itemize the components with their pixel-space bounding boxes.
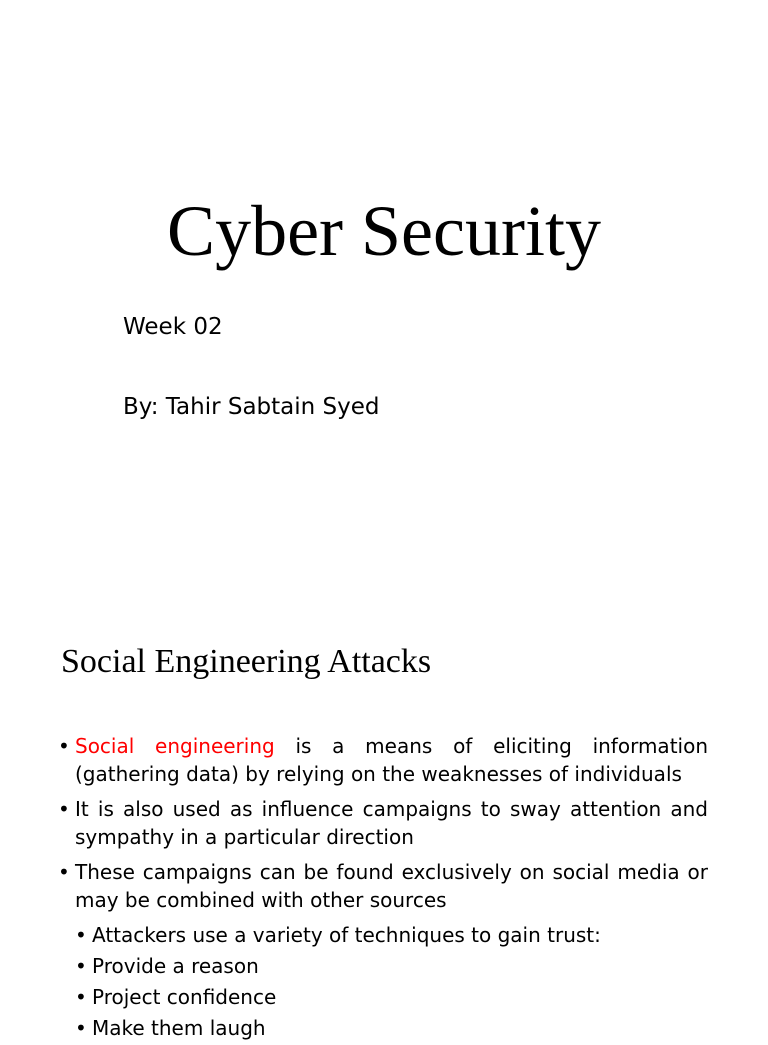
bullet-item [58,732,708,788]
bullet-item [58,795,708,851]
bullet-text: Provide a reason [92,954,259,978]
sub-bullet-item [75,1014,708,1042]
sub-bullet-item [75,983,708,1011]
highlighted-term: Social engineering [75,734,275,758]
bullet-text: Attackers use a variety of techniques to gain trust: [92,923,601,947]
section-title: Social Engineering Attacks [61,643,432,680]
bullet-text: These campaigns can be found exclusively on social media or may be combined with other sources [75,860,708,912]
bullet-item [58,858,708,914]
bullet-dot: • [58,734,70,758]
bullet-dot: • [75,1016,87,1040]
bullet-dot: • [75,985,87,1009]
sub-bullet-item [75,921,708,949]
bullet-list [58,732,708,1045]
sub-bullet-item [75,952,708,980]
bullet-dot: • [58,797,70,821]
bullet-text: It is also used as influence campaigns to sway attention and sympathy in a particular direction [75,797,708,849]
week-label: Week 02 [123,314,223,340]
bullet-dot: • [75,923,87,947]
slide-title: Cyber Security [167,191,601,271]
bullet-text: Project confidence [92,985,277,1009]
bullet-text: is a means of eliciting information (gathering data) by relying on the weaknesses of individuals [75,734,708,786]
bullet-text: Make them laugh [92,1016,266,1040]
bullet-dot: • [75,954,87,978]
bullet-dot: • [58,860,70,884]
author-label: By: Tahir Sabtain Syed [123,394,380,420]
